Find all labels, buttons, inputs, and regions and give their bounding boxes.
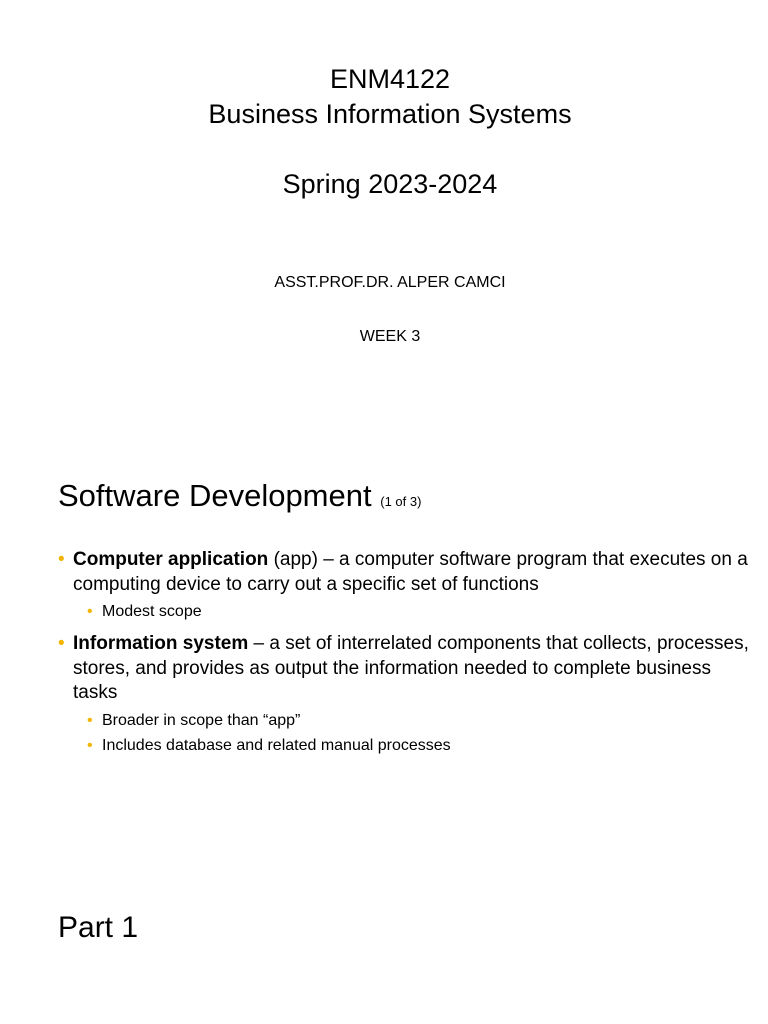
instructor-name: ASST.PROF.DR. ALPER CAMCI bbox=[274, 274, 506, 291]
bullet-term: Information system bbox=[73, 633, 249, 654]
bullet-list bbox=[58, 548, 758, 766]
sub-bullet-list bbox=[73, 708, 758, 758]
heading-counter: (1 of 3) bbox=[380, 494, 422, 509]
sub-bullet-item: • Includes database and related manual processes bbox=[73, 733, 758, 758]
sub-bullet-item: • Broader in scope than “app” bbox=[73, 708, 758, 733]
section-heading bbox=[58, 474, 421, 524]
bullet-definition: (app) – a computer software program that executes on a computing device to carry out a specific set of functions bbox=[73, 549, 748, 595]
course-title-block bbox=[0, 62, 768, 202]
bullet-definition: – a set of interrelated components that collects, processes, stores, and provides as output the information needed to complete business tasks bbox=[73, 633, 749, 703]
part-label: Part 1 bbox=[58, 911, 139, 944]
bullet-term: Computer application bbox=[73, 549, 269, 570]
sub-bullet-item: • Modest scope bbox=[73, 599, 758, 624]
course-name: Business Information Systems bbox=[208, 99, 572, 129]
course-code: ENM4122 bbox=[329, 64, 451, 94]
week-label: WEEK 3 bbox=[359, 328, 421, 345]
bullet-item bbox=[58, 548, 758, 624]
term: Spring 2023-2024 bbox=[282, 169, 498, 199]
title-spacer bbox=[0, 132, 768, 167]
sub-bullet-list bbox=[73, 599, 758, 624]
bullet-item bbox=[58, 632, 758, 758]
heading-text: Software Development bbox=[58, 478, 372, 513]
